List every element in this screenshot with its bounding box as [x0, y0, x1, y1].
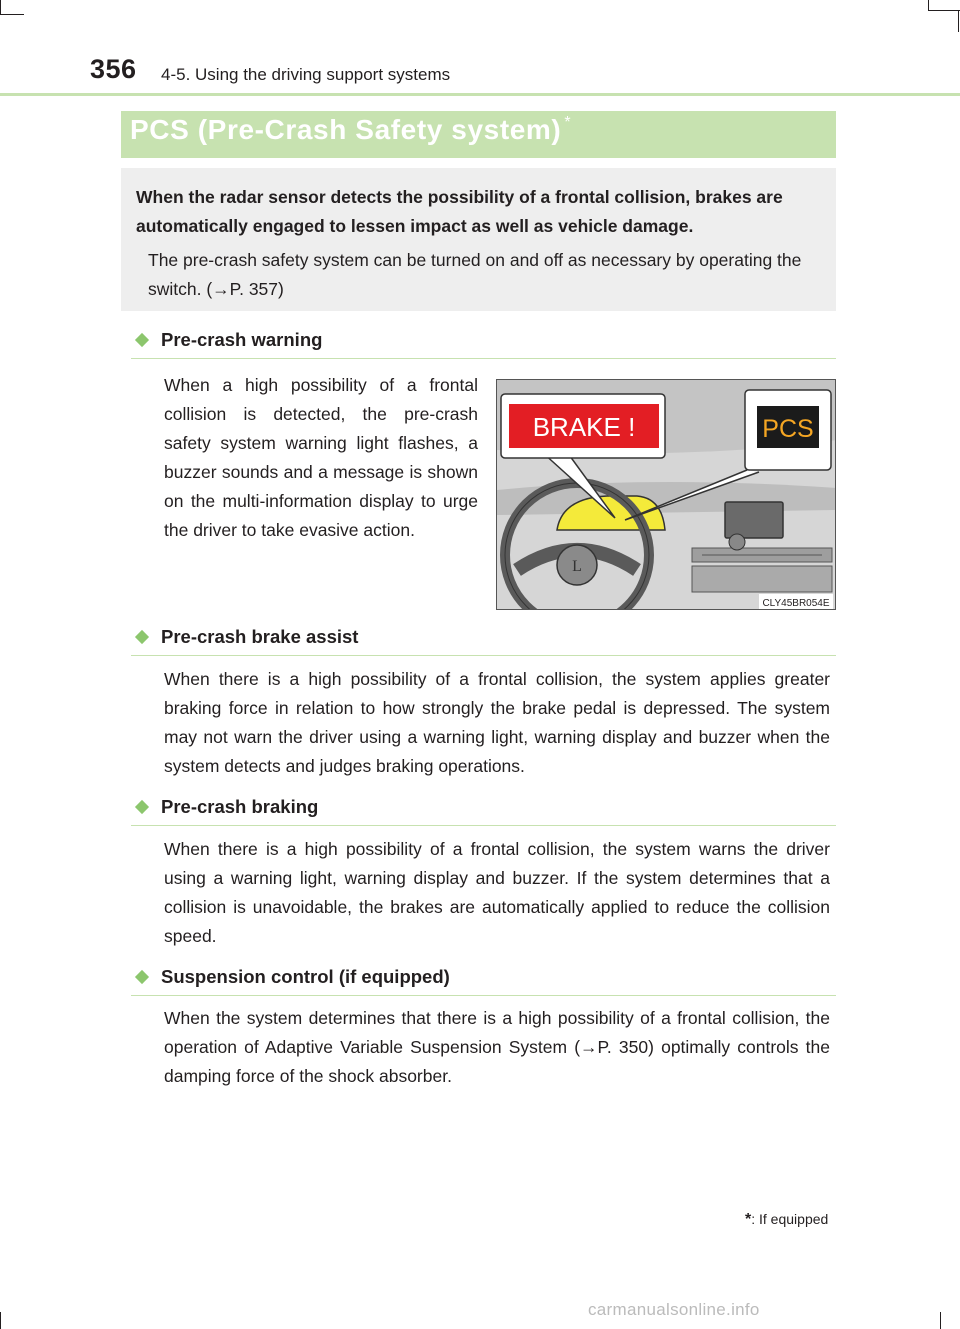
subheading-rule [131, 655, 836, 656]
crop-mark [928, 0, 929, 10]
subheading-pre-crash-braking: Pre-crash braking [133, 796, 318, 818]
page-number: 356 [90, 54, 137, 84]
header-rule [0, 93, 960, 96]
footnote-text: : If equipped [751, 1211, 829, 1227]
section-title-text: PCS (Pre-Crash Safety system) [130, 114, 562, 145]
subheading-rule [131, 825, 836, 826]
pre-crash-brake-assist-text: When there is a high possibility of a frontal collision, the system applies greater braking force in relation to how strongly the brake pedal is depressed. The system may not warn the driver using a warning light, warning display and buzzer when the system detects and judges braking operations. [164, 669, 830, 776]
diamond-bullet-icon [135, 970, 149, 984]
chapter-title: 4-5. Using the driving support systems [161, 65, 451, 84]
subheading-pre-crash-brake-assist: Pre-crash brake assist [133, 626, 358, 648]
diamond-bullet-icon [135, 333, 149, 347]
subheading-rule [131, 358, 836, 359]
svg-text:L: L [572, 558, 582, 575]
footnote-star: * [745, 1211, 752, 1228]
dashboard-drawing [497, 380, 836, 610]
crop-mark [0, 0, 1, 14]
watermark[interactable]: carmanualsonline.info [588, 1300, 760, 1319]
footnote [745, 1211, 828, 1229]
subheading-rule [131, 995, 836, 996]
section-title [130, 114, 571, 146]
figure-code: CLY45BR054E [762, 598, 830, 609]
pre-crash-braking-text: When there is a high possibility of a frontal collision, the system warns the driver using a warning light, warning display and buzzer. If the system determines that a collision is unavoidable, the brakes are automatically applied to reduce the collision speed. [164, 839, 830, 946]
crop-mark [928, 10, 960, 11]
subheading-suspension-control: Suspension control (if equipped) [133, 966, 450, 988]
crop-mark [940, 1312, 941, 1329]
suspension-control-text: When the system determines that there is a high possibility of a frontal collision, the operation of Adaptive Variable Suspension System (→P. 350) optimally controls the damping force of the shock absorber. [164, 1008, 830, 1086]
brake-warning-label: BRAKE ! [532, 412, 636, 442]
footnote-marker: * [564, 114, 572, 131]
pcs-warning-label: PCS [762, 415, 814, 443]
subheading-pre-crash-warning: Pre-crash warning [133, 329, 322, 351]
pre-crash-warning-text: When a high possibility of a frontal collision is detected, the pre-crash safety system warning light flashes, a buzzer sounds and a message is shown on the multi-information display to urge the driver to take evasive action. [164, 375, 478, 540]
intro-lead-text: When the radar sensor detects the possibility of a frontal collision, brakes are automatically engaged to lessen impact as well as vehicle damage. [136, 187, 783, 236]
dashboard-illustration [496, 379, 836, 610]
intro-sub-text: The pre-crash safety system can be turned on and off as necessary by operating the switch. (→P. 357) [148, 250, 802, 299]
crop-mark [958, 10, 959, 32]
crop-mark [0, 14, 24, 15]
crop-mark [0, 1312, 1, 1329]
diamond-bullet-icon [135, 630, 149, 644]
diamond-bullet-icon [135, 800, 149, 814]
